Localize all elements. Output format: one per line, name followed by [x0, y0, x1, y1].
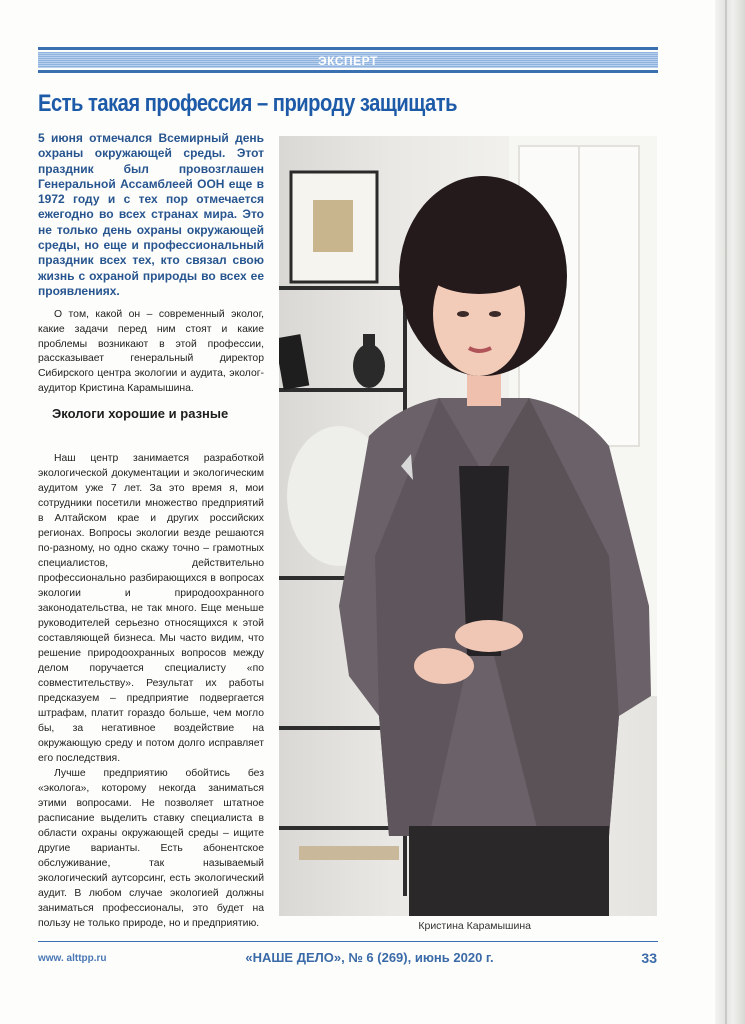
- section-rule-bottom: [38, 70, 658, 73]
- article-intro: О том, какой он – современный эколог, какие задачи перед ним стоят и какие проблемы возникают в этой профессии, рассказывает генеральный директор Сибирского центра экологии и аудита, эколог-аудитор Кристина Карамышина.: [38, 309, 264, 394]
- article-headline: Есть такая профессия – природу защищать: [38, 90, 457, 117]
- photo-caption: [279, 920, 657, 932]
- footer-url: www. alttpp.ru: [38, 953, 107, 964]
- article-lead: 5 июня отмечался Всемирный день охраны окружающей среды. Этот праздник был провозглашен Генеральной Ассамблеей ООН еще в 1972 году и с тех пор отмечается ежегодно во всех странах мира. Это не только день охраны окружающей среды, но еще и профессиональный праздник всех тех, кто связал свою жизнь с охраной природы во всех ее проявлениях.: [38, 131, 264, 298]
- photo-caption-text: Кристина Карамышина: [418, 920, 531, 932]
- portrait-photo: [279, 136, 657, 916]
- body-paragraph: Лучше предприятию обойтись без «эколога», которому некогда заниматься этими вопросами. Не позволяет штатное расписание выделить ставку специалиста в области охраны окружающей среды – ищите другие варианты. Есть абонентское обслуживание, так называемый экологический аутсорсинг, есть экологический аудит. В любом случае экологией должны заниматься профессионалы, это будет на пользу не только природе, но и предприятию.: [38, 768, 264, 929]
- section-rule-top: [38, 47, 658, 50]
- footer-magazine-text: «НАШЕ ДЕЛО», № 6 (269), июнь 2020 г.: [245, 950, 494, 965]
- body-paragraph: Наш центр занимается разработкой экологической документации и экологическим аудитом уже 7 лет. За это время я, мои сотрудники посетили множество предприятий в Алтайском крае и других российских регионах. Вопросы экологии везде решаются по-разному, но одно скажу точно – грамотных специалистов, действительно профессионально разбирающихся в вопросах экологии и природоохранного законодательства, не так много. Еще меньше руководителей серьезно относящихся к этой составляющей бизнеса. Мы часто видим, что решение природоохранных вопросов между делом поручается специалисту «по совместительству». Результат их работы предсказуем – предприятие подвергается штрафам, платит гораздо больше, чем могло бы, за негативное воздействие на окружающую среду и потом долго исправляет его последствия.: [38, 453, 264, 764]
- article-subhead: Экологи хорошие и разные: [52, 406, 229, 421]
- footer-rule: [38, 941, 658, 942]
- section-band: [38, 52, 658, 68]
- page-gutter-edge: [715, 0, 745, 1024]
- footer-magazine-title: [0, 950, 745, 965]
- section-label: ЭКСПЕРТ: [318, 54, 378, 68]
- page-number: 33: [641, 950, 657, 966]
- article-body: [38, 451, 264, 931]
- portrait-illustration: [279, 136, 657, 916]
- section-header: [38, 47, 658, 73]
